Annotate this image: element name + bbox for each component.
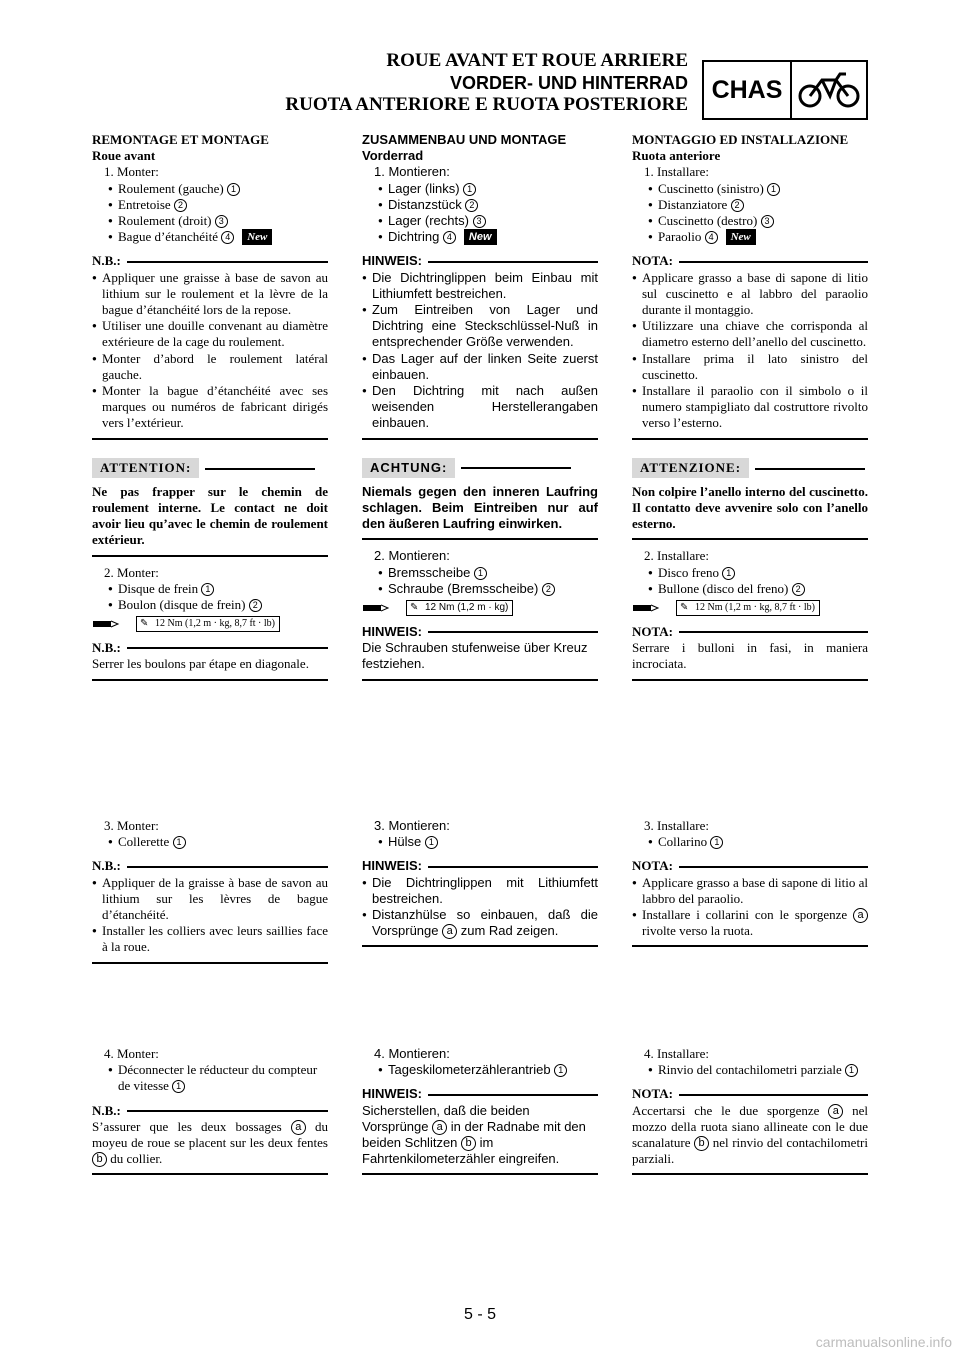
list-item: ● Applicare grasso a base di sapone di litio al labbro del paraolio. <box>632 875 868 907</box>
fr-note-2-head: N.B.: <box>92 640 328 656</box>
new-badge: New <box>726 229 756 245</box>
wrench-icon <box>92 618 126 630</box>
italian-section-4: 4. Installare: ● Rinvio del contachilometri parziale 1 NOTA: Accertarsi che le due sporgenze a nel mozzo della ruota siano allineate con le due scanalature b nel rinvio del contachilometri parziali. <box>632 1046 868 1175</box>
it-step-4: 4. Installare: <box>644 1046 709 1061</box>
list-item: ● Cuscinetto (destro) 3 <box>632 213 868 229</box>
list-item: ● Entretoise 2 <box>92 197 328 213</box>
list-item: ● Installare i collarini con le sporgenze a rivolte verso la ruota. <box>632 907 868 939</box>
it-attention-text: Non colpire l’anello interno del cuscinetto. Il contatto deve avvenire solo con l’anello esterno. <box>632 483 868 532</box>
list-item: ● Monter d’abord le roulement latéral gauche. <box>92 351 328 383</box>
list-item: ● Roulement (gauche) 1 <box>92 181 328 197</box>
header-title-fr: ROUE AVANT ET ROUE ARRIERE <box>386 50 688 71</box>
list-item: ● Die Dichtringlippen mit Lithiumfett bestreichen. <box>362 875 598 907</box>
fr-attention-text: Ne pas frapper sur le chemin de roulement interne. Le contact ne doit avoir lieu qu’avec le chemin de roulement extérieur. <box>92 483 328 548</box>
italian-section-1: MONTAGGIO ED INSTALLAZIONE Ruota anteriore 1. Installare: ● Cuscinetto (sinistro) 1 ● Distanziatore 2 ● Cuscinetto (destro) 3 ● Paraolio 4 New NOTA: ● Applicare grasso a base di sapone di litio sul cuscinetto e al labbro del paraolio durante il montaggio. ● Utilizzare una chiave che corrisponda al diametro esterno dell’anello del cuscinetto. ● Installare prima il lato sinistro del cuscinetto. ● Installare il paraolio con il simbolo o il numero stampigliato dal costruttore rivolto verso l’esterno. ATTENZIONE: Non colpire l’anello interno del cuscinetto. Il contatto deve avvenire solo con l’anello esterno. 2. Installare: ● Disco freno 1 ● Bullone (disco del freno) 2 ✎ 12 Nm (1,2 m · kg, 8,7 ft · lb) NOTA: Serrare i bulloni in fasi, in maniera incrociata. <box>632 132 868 681</box>
page-number: 5 - 5 <box>463 1306 496 1323</box>
list-item: ● Disco freno 1 <box>632 565 868 581</box>
list-item: ● Rinvio del contachilometri parziale 1 <box>632 1062 868 1078</box>
list-item: ● Cuscinetto (sinistro) 1 <box>632 181 868 197</box>
list-item: ● Schraube (Bremsscheibe) 2 <box>362 581 598 597</box>
it-step-1: 1. Installare: <box>644 164 709 180</box>
fr-step-2: 2. Monter: <box>104 564 159 580</box>
it-attention: ATTENZIONE: <box>632 458 868 478</box>
fr-attention: ATTENTION: <box>92 458 328 478</box>
list-item: ● Roulement (droit) 3 <box>92 213 328 229</box>
list-item: ● Tageskilometerzählerantrieb 1 <box>362 1062 598 1078</box>
it-subtitle: Ruota anteriore <box>632 148 721 164</box>
de-subtitle: Vorderrad <box>362 148 424 164</box>
list-item: ● Bague d’étanchéité 4 New <box>92 229 328 245</box>
fr-step-1-list <box>92 181 328 246</box>
fr-title: REMONTAGE ET MONTAGE <box>92 132 269 147</box>
wrench-icon <box>632 602 666 614</box>
chassis-section-tab <box>702 60 868 120</box>
list-item: ● Lager (rechts) 3 <box>362 213 598 229</box>
fr-note-2: Serrer les boulons par étape en diagonale. <box>92 656 309 672</box>
de-attention: ACHTUNG: <box>362 458 598 478</box>
de-note-3 <box>362 875 598 940</box>
list-item: ● Monter la bague d’étanchéité avec ses marques ou numéros de fabricant dirigés vers l’extérieur. <box>92 383 328 432</box>
list-item: ● Applicare grasso a base di sapone di litio sul cuscinetto e al labbro del paraolio durante il montaggio. <box>632 270 868 319</box>
list-item: ● Paraolio 4 New <box>632 229 868 245</box>
fr-step-4: 4. Monter: <box>104 1046 159 1061</box>
list-item: ● Utilizzare una chiave che corrisponda al diametro esterno dell’anello del cuscinetto. <box>632 318 868 350</box>
page-header <box>285 50 688 116</box>
fr-subtitle: Roue avant <box>92 148 156 164</box>
de-step-2: 2. Montieren: <box>374 548 450 564</box>
german-section-4: 4. Montieren: ● Tageskilometerzählerantrieb 1 HINWEIS: Sicherstellen, daß die beiden Vorsprünge a in der Radnabe mit den beiden Schlitzen b im Fahrtenkilometerzähler eingreifen. <box>362 1046 598 1175</box>
de-note-2: Die Schrauben stufenweise über Kreuz festziehen. <box>362 640 588 672</box>
de-note-4: Sicherstellen, daß die beiden Vorsprünge a in der Radnabe mit den beiden Schlitzen b im Fahrtenkilometerzähler eingreifen. <box>362 1102 586 1167</box>
de-note-1 <box>362 270 598 432</box>
new-badge: New <box>464 229 497 245</box>
wrench-icon <box>362 602 396 614</box>
list-item: ● Déconnecter le réducteur du compteur de vitesse 1 <box>92 1062 328 1094</box>
list-item: ● Dichtring 4 New <box>362 229 598 245</box>
list-item: ● Boulon (disque de frein) 2 <box>92 597 328 613</box>
header-title-de: VORDER- UND HINTERRAD <box>450 73 688 93</box>
list-item: ● Die Dichtringlippen beim Einbau mit Lithiumfett bestreichen. <box>362 270 598 302</box>
de-step-1: 1. Montieren: <box>374 164 450 180</box>
list-item: ● Utiliser une douille convenant au diamètre extérieure de la cage du roulement. <box>92 318 328 350</box>
list-item: ● Zum Eintreiben von Lager und Dichtring eine Steckschlüssel-Nuß in entsprechender Größe verwenden. <box>362 302 598 351</box>
chas-label: CHAS <box>704 62 792 118</box>
list-item: ● Appliquer de la graisse à base de savon au lithium sur les lèvres de bague d’étanchéité. <box>92 875 328 924</box>
de-step-3: 3. Montieren: <box>374 818 450 833</box>
french-section-3: 3. Monter: ● Collerette 1 N.B.: ● Appliquer de la graisse à base de savon au lithium sur les lèvres de bague d’étanchéité. ● Installer les colliers avec leurs saillies face à la roue. <box>92 818 328 964</box>
fr-torque <box>92 616 328 632</box>
it-step-2: 2. Installare: <box>644 548 709 564</box>
list-item: ● Lager (links) 1 <box>362 181 598 197</box>
list-item: ● Bullone (disco del freno) 2 <box>632 581 868 597</box>
de-title: ZUSAMMENBAU UND MONTAGE <box>362 132 567 147</box>
motorcycle-icon <box>792 70 866 110</box>
it-note-4: Accertarsi che le due sporgenze a nel mozzo della ruota siano allineate con le due scanalature b nel rinvio del contachilometri parziali. <box>632 1102 868 1167</box>
italian-section-3: 3. Installare: ● Collarino 1 NOTA: ● Applicare grasso a base di sapone di litio al labbro del paraolio. ● Installare i collarini con le sporgenze a rivolte verso la ruota. <box>632 818 868 947</box>
fr-step-3: 3. Monter: <box>104 818 159 833</box>
list-item: ● Collarino 1 <box>632 834 868 850</box>
header-title-it: RUOTA ANTERIORE E RUOTA POSTERIORE <box>285 94 688 115</box>
fr-note-1 <box>92 270 328 432</box>
it-note-3 <box>632 875 868 940</box>
torque-spec: ✎ 12 Nm (1,2 m · kg, 8,7 ft · lb) <box>136 616 280 632</box>
list-item: ● Installare prima il lato sinistro del cuscinetto. <box>632 351 868 383</box>
torque-spec: ✎ 12 Nm (1,2 m · kg) <box>406 600 513 616</box>
list-item: ● Distanzhülse so einbauen, daß die Vorsprünge a zum Rad zeigen. <box>362 907 598 939</box>
french-section-1 <box>92 132 328 681</box>
torque-spec: ✎ 12 Nm (1,2 m · kg, 8,7 ft · lb) <box>676 600 820 616</box>
list-item: ● Das Lager auf der linken Seite zuerst einbauen. <box>362 351 598 383</box>
fr-note-4: S’assurer que les deux bossages a du moyeu de roue se placent sur les deux fentes b du collier. <box>92 1118 329 1167</box>
de-step-4: 4. Montieren: <box>374 1046 450 1061</box>
german-section-1: ZUSAMMENBAU UND MONTAGE Vorderrad 1. Montieren: ● Lager (links) 1 ● Distanzstück 2 ● Lager (rechts) 3 ● Dichtring 4 New HINWEIS: ● Die Dichtringlippen beim Einbau mit Lithiumfett bestreichen. ● Zum Eintreiben von Lager und Dichtring eine Steckschlüssel-Nuß in entsprechender Größe verwenden. ● Das Lager auf der linken Seite zuerst einbauen. ● Den Dichtring mit nach außen weisenden Herstellerangaben einbauen. ACHTUNG: Niemals gegen den inneren Laufring schlagen. Beim Eintreiben nur auf den äußeren Laufring einwirken. 2. Montieren: ● Bremsscheibe 1 ● Schraube (Bremsscheibe) 2 ✎ 12 Nm (1,2 m · kg) HINWEIS: Die Schrauben stufenweise über Kreuz festziehen. <box>362 132 598 681</box>
list-item: ● Distanzstück 2 <box>362 197 598 213</box>
it-step-3: 3. Installare: <box>644 818 709 833</box>
list-item: ● Disque de frein 1 <box>92 581 328 597</box>
list-item: ● Collerette 1 <box>92 834 328 850</box>
fr-note-3 <box>92 875 328 956</box>
it-note-2: Serrare i bulloni in fasi, in maniera incrociata. <box>632 640 868 672</box>
fr-step-2-list <box>92 581 328 613</box>
list-item: ● Den Dichtring mit nach außen weisenden Herstellerangaben einbauen. <box>362 383 598 432</box>
list-item: ● Installare il paraolio con il simbolo o il numero stampigliato dal costruttore rivolto verso l’esterno. <box>632 383 868 432</box>
german-section-3: 3. Montieren: ● Hülse 1 HINWEIS: ● Die Dichtringlippen mit Lithiumfett bestreichen. ● Distanzhülse so einbauen, daß die Vorsprünge a zum Rad zeigen. <box>362 818 598 947</box>
fr-step-1: 1. Monter: <box>104 164 159 180</box>
list-item: ● Installer les colliers avec leurs saillies face à la roue. <box>92 923 328 955</box>
new-badge: New <box>242 229 272 245</box>
list-item: ● Bremsscheibe 1 <box>362 565 598 581</box>
de-attention-text: Niemals gegen den inneren Laufring schlagen. Beim Eintreiben nur auf den äußeren Laufring einwirken. <box>362 483 598 532</box>
fr-note-1-head: N.B.: <box>92 253 328 269</box>
it-title: MONTAGGIO ED INSTALLAZIONE <box>632 132 849 147</box>
french-section-4: 4. Monter: ● Déconnecter le réducteur du compteur de vitesse 1 N.B.: S’assurer que les deux bossages a du moyeu de roue se placent sur les deux fentes b du collier. <box>92 1046 328 1175</box>
watermark: carmanualsonline.info <box>815 1334 952 1350</box>
it-note-1 <box>632 270 868 432</box>
list-item: ● Hülse 1 <box>362 834 598 850</box>
list-item: ● Distanziatore 2 <box>632 197 868 213</box>
list-item: ● Appliquer une graisse à base de savon au lithium sur le roulement et la lèvre de la bague d’étanchéité lors de la repose. <box>92 270 328 319</box>
